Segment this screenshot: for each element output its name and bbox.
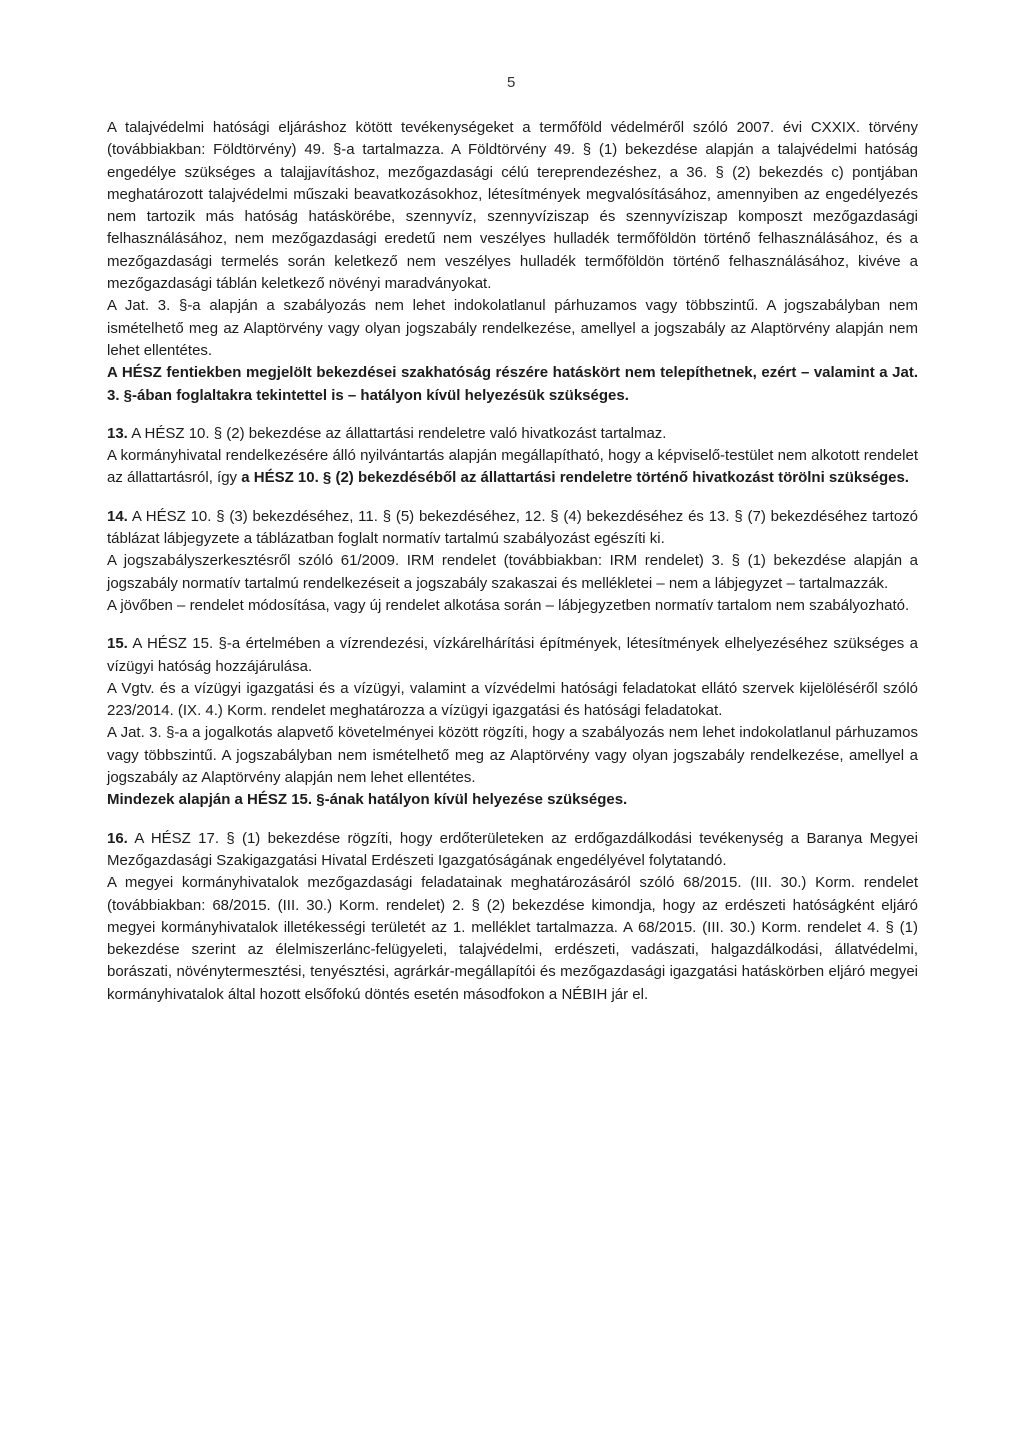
spacer <box>107 617 918 633</box>
paragraph-talajvedelem: A talajvédelmi hatósági eljáráshoz kötött tevékenységeket a termőföld védelméről szóló 2007. évi CXXIX. törvény (továbbiakban: Földtörvény) 49. §-a tartalmazza. A Földtörvény 49. § (1) bekezdése alapján a talajvédelmi hatóság engedélye szükséges a talajjavításhoz, mezőgazdasági célú tereprendezéshez, a 36. § (2) bekezdés c) pontjában meghatározott talajvédelmi műszaki beavatkozásokhoz, létesítmények megvalósításához, amennyiben az engedélyezés nem tartozik más hatóság hatáskörébe, szennyvíz, szennyvíziszap és szennyvíziszap komposzt mezőgazdasági felhasználásához, nem mezőgazdasági eredetű nem veszélyes hulladék termőföldön történő felhasználásához, és a mezőgazdasági termelés során keletkező nem veszélyes hulladék termőföldön történő felhasználásához, kivéve a mezőgazdasági táblán keletkező növényi maradványokat. <box>107 119 918 293</box>
section-number: 13. <box>107 424 128 442</box>
section-16 <box>107 828 918 873</box>
spacer <box>107 407 918 423</box>
paragraph-conclusion-12 <box>107 362 918 407</box>
section-13 <box>107 423 918 445</box>
section-number: 14. <box>107 507 128 525</box>
document-body <box>107 117 918 1006</box>
section-15 <box>107 633 918 678</box>
bold-conclusion: Mindezek alapján a HÉSZ 15. §-ának hatályon kívül helyezése szükséges. <box>107 791 628 809</box>
section-number: 16. <box>107 829 128 847</box>
spacer <box>107 490 918 506</box>
paragraph-jat-3: A Jat. 3. §-a alapján a szabályozás nem lehet indokolatlanul párhuzamos vagy többszintű. A jogszabályban nem ismételhető meg az Alaptörvény vagy olyan jogszabály rendelkezése, amellyel a jogszabály az Alaptörvény alapján nem lehet ellentétes. <box>107 297 918 359</box>
paragraph-vgtv: A Vgtv. és a vízügyi igazgatási és a vízügyi, valamint a vízvédelmi hatósági feladatokat ellátó szervek kijelöléséről szóló 223/2014. (IX. 4.) Korm. rendelet meghatározza a vízügyi igazgatási és hatósági feladatokat. <box>107 679 918 720</box>
paragraph-allattartas <box>107 445 918 490</box>
spacer <box>107 812 918 828</box>
paragraph-conclusion-15 <box>107 789 918 811</box>
section-16-text: A HÉSZ 17. § (1) bekezdése rögzíti, hogy erdőterületeken az erdőgazdálkodási tevékenység a Baranya Megyei Mezőgazdasági Szakigazgatási Hivatal Erdészeti Igazgatóságának engedélyével folytatandó. <box>107 829 918 869</box>
bold-conclusion: A HÉSZ fentiekben megjelölt bekezdései szakhatóság részére hatáskört nem telepíthetnek, ezért – valamint a Jat. 3. §-ában foglaltakra tekintettel is – hatályon kívül helyezésük szükséges. <box>107 364 918 404</box>
section-number: 15. <box>107 635 128 653</box>
section-14-text: A HÉSZ 10. § (3) bekezdéséhez, 11. § (5) bekezdéséhez, 12. § (4) bekezdéséhez és 13. § (7) bekezdéséhez tartozó táblázat lábjegyzete a táblázatban foglalt normatív tartalmú szabályozást egészíti ki. <box>107 507 918 548</box>
paragraph-jat-3-b: A Jat. 3. §-a a jogalkotás alapvető követelményei között rögzíti, hogy a szabályozás nem lehet indokolatlanul párhuzamos vagy többszintű. A jogszabályban nem ismételhető meg az Alaptörvény vagy olyan jogszabály rendelkezése, amellyel a jogszabály az Alaptörvény alapján nem lehet ellentétes. <box>107 724 918 787</box>
bold-conclusion: a HÉSZ 10. § (2) bekezdéséből az állattartási rendeletre történő hivatkozást törölni szükséges. <box>241 469 909 487</box>
section-14 <box>107 506 918 551</box>
paragraph-allattartas-text: A kormányhivatal rendelkezésére álló nyilvántartás alapján megállapítható, hogy a képviselő-testület nem alkotott rendelet az állattartásról, így <box>107 447 918 487</box>
paragraph-labjegyzet: A jövőben – rendelet módosítása, vagy új rendelet alkotása során – lábjegyzetben normatív tartalom nem szabályozható. <box>107 596 910 614</box>
section-15-text: A HÉSZ 15. §-a értelmében a vízrendezési, vízkárelhárítási építmények, létesítmények elhelyezéséhez szükséges a vízügyi hatóság hozzájárulása. <box>107 635 918 675</box>
page-number: 5 <box>507 74 516 91</box>
paragraph-korm-rendelet: A megyei kormányhivatalok mezőgazdasági feladatainak meghatározásáról szóló 68/2015. (III. 30.) Korm. rendelet (továbbiakban: 68/2015. (III. 30.) Korm. rendelet) 2. § (2) bekezdése kimondja, hogy az erdészeti hatóságként eljáró megyei kormányhivatalok illetékességi területét az 1. melléklet tartalmazza. A 68/2015. (III. 30.) Korm. rendelet 4. § (1) bekezdése szerint az élelmiszerlánc-felügyeleti, talajvédelmi, erdészeti, vadászati, halgazdálkodási, állatvédelmi, borászati, növénytermesztési, tenyésztési, agrárkár-megállapítói és mezőgazdasági igazgatási hatáskörben eljáró megyei kormányhivatalok által hozott elsőfokú döntés esetén másodfokon a NÉBIH jár el. <box>107 874 918 1003</box>
section-13-text: A HÉSZ 10. § (2) bekezdése az állattartási rendeletre való hivatkozást tartalmaz. <box>127 424 667 442</box>
paragraph-irm: A jogszabályszerkesztésről szóló 61/2009. IRM rendelet (továbbiakban: IRM rendelet) 3. § (1) bekezdése alapján a jogszabály normatív tartalmú rendelkezéseit a jogszabály szakaszai és mellékletei – nem a lábjegyzet – tartalmazzák. <box>107 552 918 592</box>
